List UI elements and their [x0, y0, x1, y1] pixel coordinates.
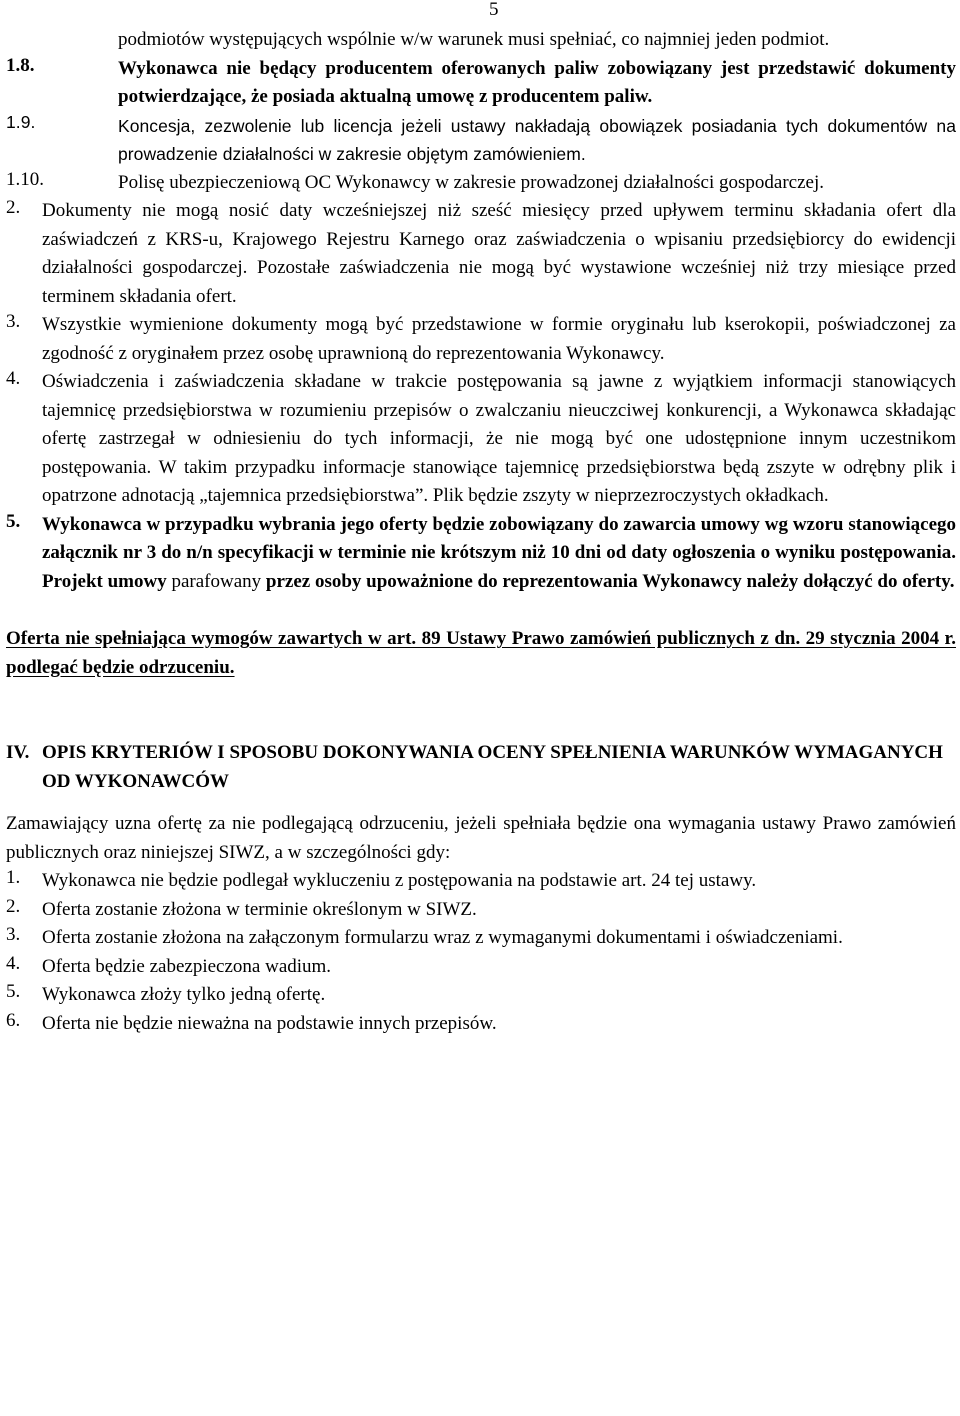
sub-item-1-8: [6, 55, 956, 112]
list-item-number: 5.: [6, 510, 21, 532]
condition-number: 4.: [6, 952, 21, 974]
condition-item: [6, 1010, 956, 1039]
condition-item: [6, 953, 956, 982]
sub-item-text: Koncesja, zezwolenie lub licencja jeżeli ustawy nakładają obowiązek posiadania tych dokumentów na prowadzenie działalności w zakresie objętym zamówieniem.: [118, 115, 956, 164]
item5-bold-part-2: przez osoby upoważnione do reprezentowania Wykonawcy należy dołączyć do oferty.: [265, 570, 955, 592]
item5-bold-part: Wykonawca w przypadku wybrania jego oferty będzie zobowiązany do zawarcia umowy wg wzoru stanowiącego załącznik nr 3 do n/n specyfikacji w terminie nie krótszym niż 10 dni od daty ogłoszenia o wyniku postępowania. Projekt umowy: [42, 513, 956, 592]
sub-item-text: Polisę ubezpieczeniową OC Wykonawcy w zakresie prowadzonej działalności gospodarczej.: [118, 171, 824, 193]
sub-item-text: podmiotów występujących wspólnie w/w warunek musi spełniać, co najmniej jeden podmiot.: [118, 29, 830, 50]
document-page: [6, 26, 956, 1038]
list-item-4: [6, 368, 956, 511]
condition-text: Oferta będzie zabezpieczona wadium.: [42, 955, 332, 977]
list-item-2: [6, 197, 956, 311]
condition-number: 5.: [6, 981, 21, 1002]
sub-item-number: 1.10.: [6, 168, 44, 190]
sub-item-1-9: [6, 112, 956, 169]
condition-text: Oferta nie będzie nieważna na podstawie innych przepisów.: [42, 1012, 497, 1034]
sub-item-continuation: [6, 26, 956, 55]
condition-item: [6, 896, 956, 925]
sub-item-number: 1.8.: [6, 54, 35, 76]
list-item-text: Oświadczenia i zaświadczenia składane w trakcie postępowania są jawne z wyjątkiem informacji stanowiących tajemnicę przedsiębiorstwa w rozumieniu przepisów o zwalczaniu nieuczciwej konkurencji, a Wykonawca składając ofertę zastrzegał w odniesieniu do tych informacji, że nie mogą być one udostępnione innym uczestnikom postępowania. W takim przypadku informacje stanowiące tajemnicę przedsiębiorstwa będą zszyte w odrębny plik i opatrzone adnotacją „tajemnica przedsiębiorstwa”. Plik będzie zszyty w nieprzezroczystych okładkach.: [42, 371, 956, 506]
condition-text: Wykonawca nie będzie podlegał wykluczeniu z postępowania na podstawie art. 24 tej ustawy.: [42, 870, 757, 891]
condition-item: [6, 981, 956, 1010]
condition-text: Wykonawca złoży tylko jedną ofertę.: [42, 984, 326, 1005]
condition-number: 6.: [6, 1009, 21, 1031]
sub-item-number: 1.9.: [6, 111, 36, 132]
page-number: 5: [489, 0, 499, 20]
section-number: IV.: [6, 742, 30, 763]
condition-item: [6, 867, 956, 896]
condition-number: 2.: [6, 895, 21, 917]
list-item-3: [6, 311, 956, 368]
condition-number: 1.: [6, 867, 21, 888]
section-title: OPIS KRYTERIÓW I SPOSOBU DOKONYWANIA OCENY SPEŁNIENIA WARUNKÓW WYMAGANYCH OD WYKONAWCÓW: [42, 742, 943, 792]
rejection-notice: Oferta nie spełniająca wymogów zawartych w art. 89 Ustawy Prawo zamówień publicznych z dn. 29 stycznia 2004 r. podlegać będzie odrzuceniu.: [6, 628, 956, 678]
list-item-number: 4.: [6, 368, 21, 389]
list-item-text: Wszystkie wymienione dokumenty mogą być przedstawione w formie oryginału lub kserokopii, poświadczonej za zgodność z oryginałem przez osobę uprawnioną do reprezentowania Wykonawcy.: [42, 314, 956, 364]
condition-item: [6, 924, 956, 953]
list-item-number: 3.: [6, 311, 21, 332]
list-item-text: Dokumenty nie mogą nosić daty wcześniejszej niż sześć miesięcy przed upływem terminu składania ofert dla zaświadczeń z KRS-u, Krajowego Rejestru Karnego oraz zaświadczenia o wpisaniu przedsiębiorcy do ewidencji działalności gospodarczej. Pozostałe zaświadczenia nie mogą być wystawione wcześniej niż trzy miesiące przed terminem składania ofert.: [42, 200, 956, 307]
intro-paragraph: Zamawiający uzna ofertę za nie podlegającą odrzuceniu, jeżeli spełniała będzie ona wymagania ustawy Prawo zamówień publicznych oraz niniejszej SIWZ, a w szczególności gdy:: [6, 813, 956, 863]
condition-text: Oferta zostanie złożona na załączonym formularzu wraz z wymaganymi dokumentami i oświadczeniami.: [42, 927, 843, 948]
sub-item-text: Wykonawca nie będący producentem oferowanych paliw zobowiązany jest przedstawić dokumenty potwierdzające, że posiada aktualną umowę z producentem paliw.: [118, 57, 956, 107]
list-item-5: [6, 511, 956, 597]
sub-item-1-10: [6, 169, 956, 198]
list-item-number: 2.: [6, 197, 21, 218]
item5-normal-part: parafowany: [166, 570, 266, 592]
list-item-text: [42, 511, 956, 597]
section-heading: [6, 739, 956, 796]
condition-number: 3.: [6, 924, 21, 945]
condition-text: Oferta zostanie złożona w terminie określonym w SIWZ.: [42, 898, 477, 920]
sub-item-number: [6, 26, 118, 55]
